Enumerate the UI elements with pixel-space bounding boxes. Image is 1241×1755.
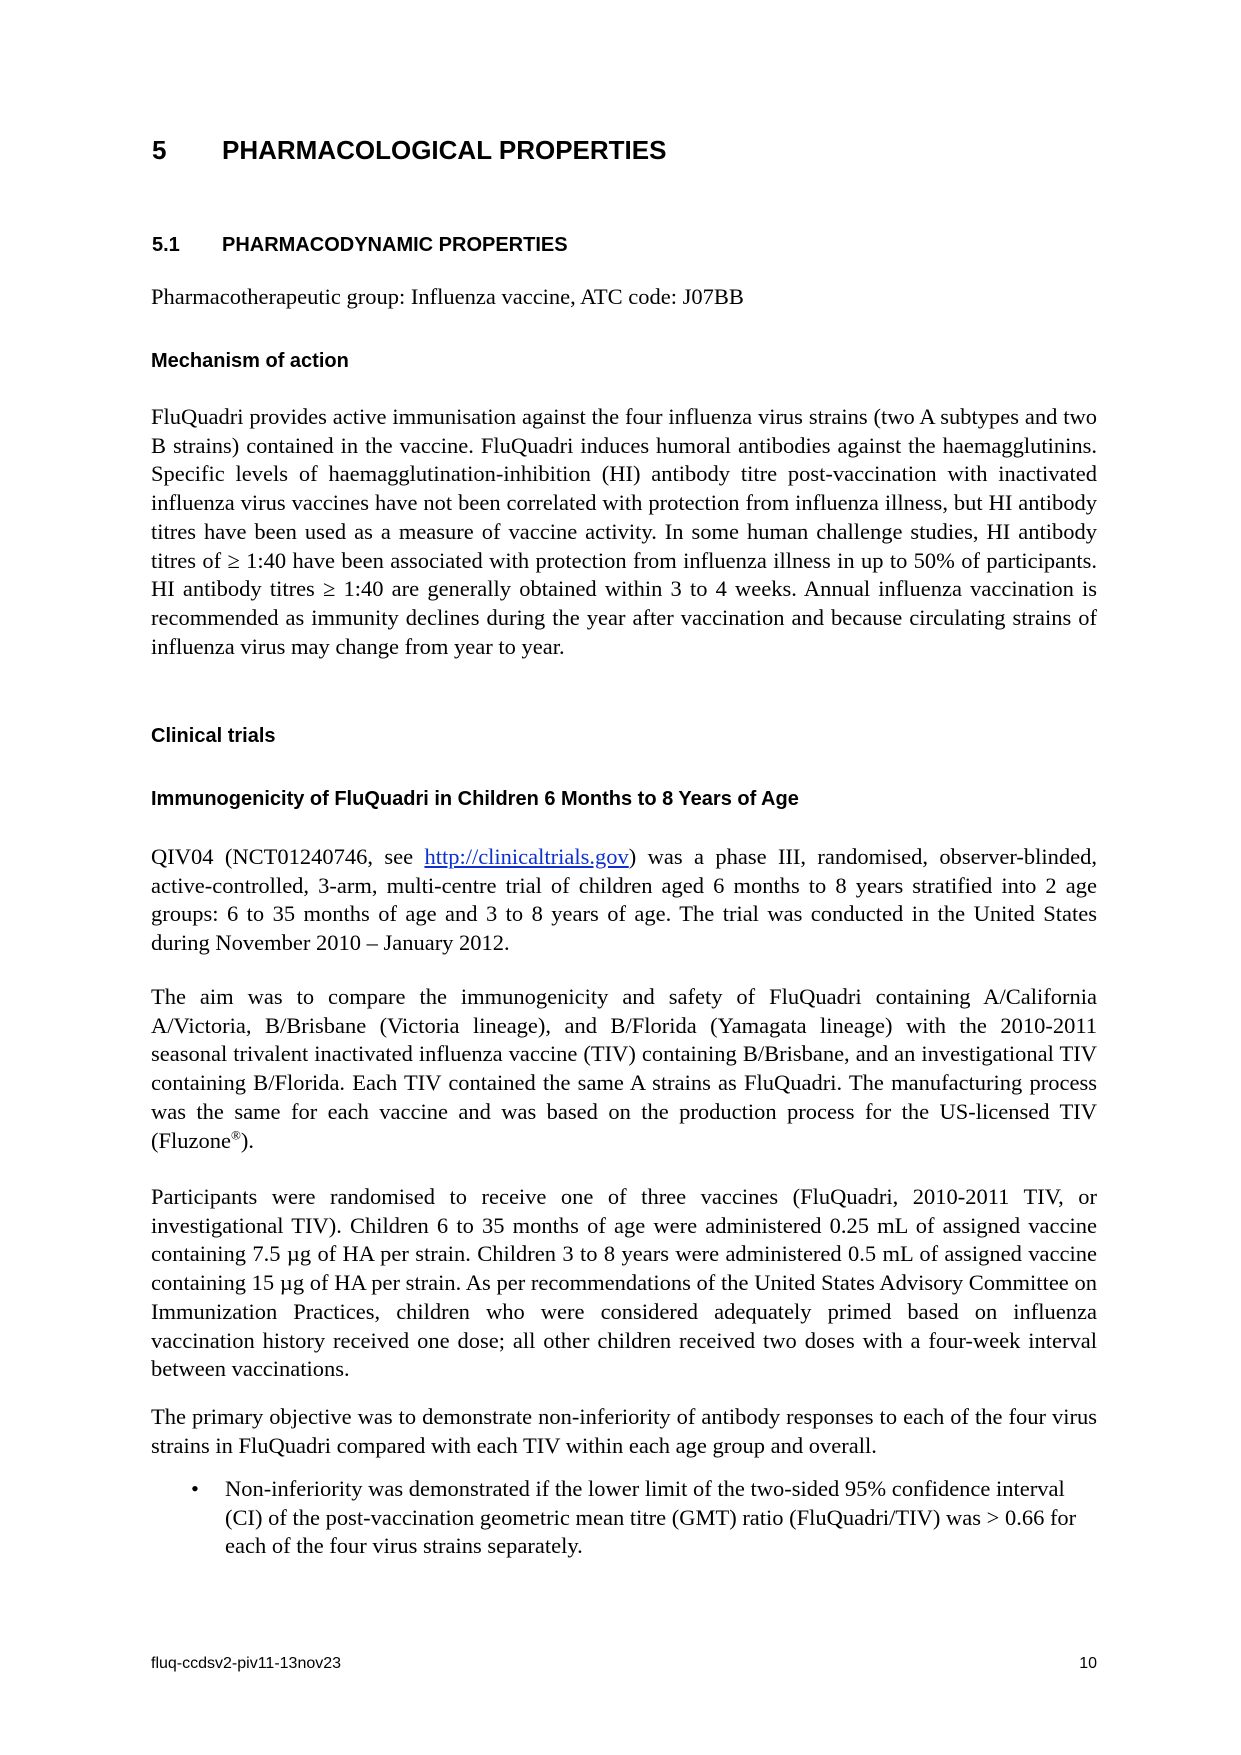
mechanism-text: FluQuadri provides active immunisation against the four influenza virus strains (two A subtypes and two B strains) contained in the vaccine. FluQuadri induces humoral antibodies against the haemagglutinins. Specific levels of haemagglutination-inhibition (HI) antibody titre post-vaccination with inactivated influenza virus vaccines have not been correlated with protection from influenza illness, but HI antibody titres have been used as a measure of vaccine activity. In some human challenge studies, HI antibody titres of ≥ 1:40 have been associated with protection from influenza illness in up to 50% of participants. HI antibody titres ≥ 1:40 are generally obtained within 3 to 4 weeks. Annual influenza vaccination is recommended as immunity declines during the year after vaccination and because circulating strains of influenza virus may change from year to year. <box>151 404 1097 659</box>
bullet-list-item <box>151 1475 1097 1565</box>
clinicaltrials-link[interactable]: http://clinicaltrials.gov <box>424 844 629 869</box>
trial-para1-start: QIV04 (NCT01240746, see <box>151 844 425 869</box>
footer-doc-code: fluq-ccdsv2-piv11-13nov23 <box>151 1655 342 1672</box>
bullet-text: Non-inferiority was demonstrated if the lower limit of the two-sided 95% confidence interval (CI) of the post-vaccination geometric mean titre (GMT) ratio (FluQuadri/TIV) was > 0.66 for each of the four virus strains separately. <box>225 1476 1077 1559</box>
subsection-title: PHARMACODYNAMIC PROPERTIES <box>222 234 568 256</box>
trial-paragraph-4 <box>151 1403 1097 1460</box>
subsection-number: 5.1 <box>152 234 180 256</box>
pharmacotherapeutic-group: Pharmacotherapeutic group: Influenza vaccine, ATC code: J07BB <box>151 284 744 309</box>
footer-page-number: 10 <box>1079 1655 1097 1672</box>
immunogenicity-subheading: Immunogenicity of FluQuadri in Children 6 Months to 8 Years of Age <box>151 788 799 810</box>
trial-para1-end: ) was a phase III, randomised, observer-blinded, active-controlled, 3-arm, multi-centre trial of children aged 6 months to 8 years stratified into 2 age groups: 6 to 35 months of age and 3 to 8 years of age. The trial was conducted in the United States during November 2010 – January 2012. <box>151 844 1097 956</box>
trial-paragraph-3 <box>151 1183 1097 1384</box>
trial-para2-text: The aim was to compare the immunogenicity and safety of FluQuadri containing A/California A/Victoria, B/Brisbane (Victoria lineage), and B/Florida (Yamagata lineage) with the 2010-2011 seasonal trivalent inactivated influenza vaccine (TIV) containing B/Brisbane, and an investigational TIV containing B/Florida. Each TIV contained the same A strains as FluQuadri. The manufacturing process was the same for each vaccine and was based on the production process for the US-licensed TIV (Fluzone <box>151 984 1097 1153</box>
trial-para4-text: The primary objective was to demonstrate non-inferiority of antibody responses to each of the four virus strains in FluQuadri compared with each TIV within each age group and overall. <box>151 1404 1097 1458</box>
mechanism-heading: Mechanism of action <box>151 350 349 372</box>
mechanism-paragraph <box>151 403 1097 661</box>
section-number: 5 <box>152 135 167 165</box>
registered-mark: ® <box>230 1127 241 1143</box>
section-title: PHARMACOLOGICAL PROPERTIES <box>222 135 667 165</box>
trial-para3-text: Participants were randomised to receive one of three vaccines (FluQuadri, 2010-2011 TIV, or investigational TIV). Children 6 to 35 months of age were administered 0.25 mL of assigned vaccine containing 7.5 µg of HA per strain. Children 3 to 8 years were administered 0.5 mL of assigned vaccine containing 15 µg of HA per strain. As per recommendations of the United States Advisory Committee on Immunization Practices, children who were considered adequately primed based on influenza vaccination history received one dose; all other children received two doses with a four-week interval between vaccinations. <box>151 1184 1097 1382</box>
clinical-trials-heading: Clinical trials <box>151 725 276 747</box>
bullet-icon: • <box>191 1476 199 1501</box>
trial-para2-end: ). <box>240 1127 254 1153</box>
trial-paragraph-1 <box>151 843 1097 958</box>
trial-paragraph-2 <box>151 983 1097 1155</box>
